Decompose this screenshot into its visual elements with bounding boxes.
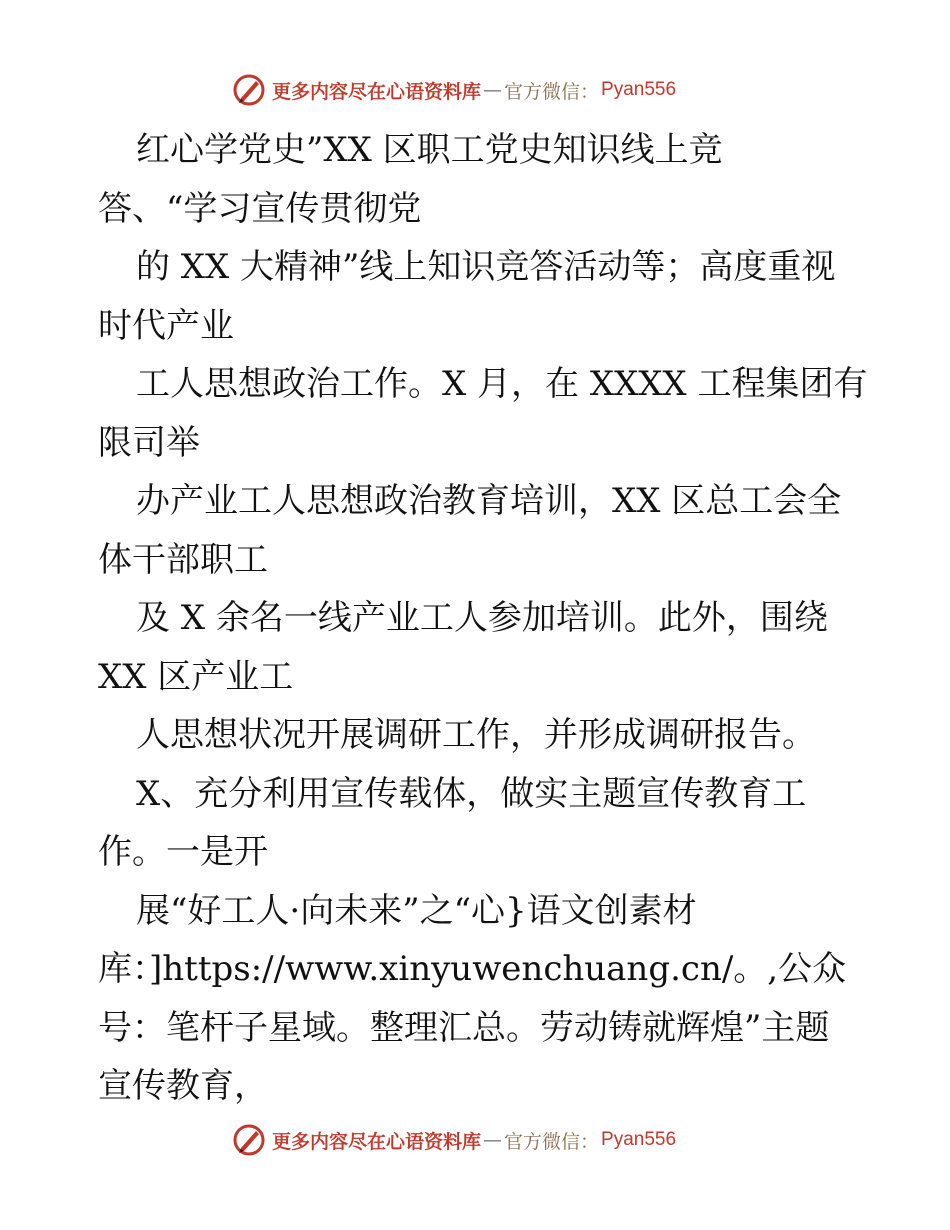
footer-official-label: 官方微信：: [504, 1130, 600, 1153]
text-line: 宣传教育，: [98, 1066, 268, 1106]
text-line: XX 区产业工: [98, 656, 294, 697]
header-separator: —: [483, 79, 503, 101]
header-wechat-id: Pyan556: [601, 79, 677, 100]
text-line: 人思想状况开展调研工作，并形成调研报告。: [136, 715, 816, 755]
text-line: 号：笔杆子星域。整理汇总。劳动铸就辉煌”主题: [98, 1007, 830, 1048]
text-line: 库：]https://www.xinyuwenchuang.cn/。,公众: [98, 949, 847, 989]
text-line: 工人思想政治工作。X 月，在 XXXX 工程集团有: [136, 364, 868, 404]
text-line: 时代产业: [98, 305, 234, 346]
footer-banner: [232, 1122, 676, 1158]
text-line: 限司举: [98, 422, 200, 463]
text-line: 及 X 余名一线产业工人参加培训。此外，围绕: [136, 598, 828, 638]
header-brand-text: 更多内容尽在心语资料库: [272, 80, 482, 103]
text-line: X、充分利用宣传载体，做实主题宣传教育工: [136, 773, 807, 814]
red-pen-circle-logo-icon: [232, 73, 266, 107]
header-official-label: 官方微信：: [504, 80, 600, 103]
footer-wechat-id: Pyan556: [601, 1129, 677, 1150]
text-line: 答、“学习宣传贯彻党: [98, 188, 422, 229]
header-banner: [232, 72, 676, 108]
text-line: 展“好工人·向未来”之“心}语文创素材: [136, 890, 697, 931]
text-line: 的 XX 大精神”线上知识竞答活动等；高度重视: [136, 247, 836, 287]
footer-separator: —: [483, 1129, 503, 1151]
red-pen-circle-logo-icon: [232, 1123, 266, 1157]
text-line: 红心学党史”XX 区职工党史知识线上竞: [136, 130, 723, 170]
text-line: 作。一是开: [98, 832, 268, 872]
text-line: 体干部职工: [98, 539, 268, 580]
footer-brand-text: 更多内容尽在心语资料库: [272, 1130, 482, 1153]
document-body: [98, 121, 868, 1116]
text-line: 办产业工人思想政治教育培训，XX 区总工会全: [136, 481, 842, 521]
